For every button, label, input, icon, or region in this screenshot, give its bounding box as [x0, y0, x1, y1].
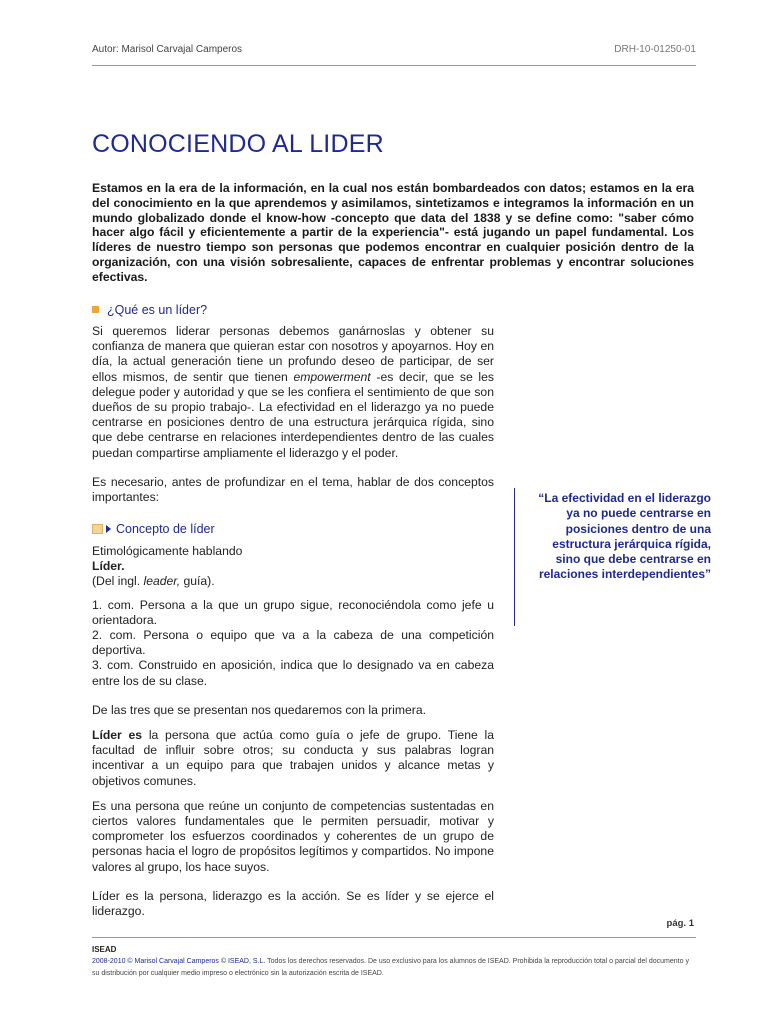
- page-number: pág. 1: [666, 918, 694, 929]
- paragraph-confianza: [92, 324, 494, 461]
- pull-quote: [514, 488, 711, 626]
- paragraph-tres: De las tres que se presentan nos quedaremos con la primera.: [92, 702, 426, 717]
- definition-word: Líder.: [92, 559, 125, 574]
- footer-org: ISEAD: [92, 945, 117, 954]
- origin-line: [92, 574, 494, 589]
- author-label: Autor: Marisol Carvajal Camperos: [92, 44, 243, 55]
- paragraph-text: Si queremos liderar personas debemos ganárnoslas y obtener su confianza de manera que quieran estar con nosotros y apoyarnos. Hoy en día, la actual generación tiene un profundo deseo de participar, de ser ellos mismos, de sentir que tienen: [92, 324, 494, 384]
- etymology-line: Etimológicamente hablando: [92, 544, 243, 558]
- arrow-right-icon: [106, 525, 111, 533]
- document-code: DRH-10-01250-01: [614, 44, 696, 55]
- bold-lider-es: Líder es: [92, 728, 143, 743]
- emphasis-empowerment: empowerment: [293, 369, 371, 384]
- origin-text: (Del ingl.: [92, 574, 144, 589]
- section-heading-text: ¿Qué es un líder?: [107, 303, 208, 317]
- footer-rights: Todos los derechos reservados. De uso exclusivo para los alumnos de ISEAD. Prohibida la reproducción total o parcial del documento y su distribución por cualquier medio impreso o electrónico sin la autorización escrita de ISEAD.: [92, 958, 689, 977]
- square-bullet-icon: [92, 306, 99, 313]
- paragraph-final: Líder es la persona, liderazgo es la acción. Se es líder y se ejerce el liderazgo.: [92, 888, 494, 919]
- paragraph-persona: Es una persona que reúne un conjunto de competencias sustentadas en ciertos valores fundamentales que le permiten persuadir, motivar y comprometer los esfuerzos coordinados y coherentes de un grupo de personas hacia el logro de propósitos legítimos y compartidos. No impone valores al grupo, los hace suyos.: [92, 798, 494, 874]
- paragraph-lider-es: [92, 728, 494, 789]
- section1-body: [92, 324, 494, 505]
- subsection-heading-concepto: [92, 522, 215, 536]
- definition-3: 3. com. Construido en aposición, indica que lo designado va en cabeza entre los de su clase.: [92, 658, 494, 688]
- box-bullet-icon: [92, 524, 103, 534]
- paragraph-conceptos: Es necesario, antes de profundizar en el tema, hablar de dos conceptos importantes:: [92, 474, 494, 505]
- section-heading-que-es-un-lider: [92, 303, 207, 317]
- pull-quote-text: “La efectividad en el liderazgo ya no puede centrarse en posiciones dentro de una estructura jerárquica rígida, sino que debe centrarse en relaciones interdependientes”: [538, 491, 711, 582]
- footer-divider: [92, 937, 696, 938]
- footer-copyright: 2008-2010 © Marisol Carvajal Camperos © ISEAD, S.L.: [92, 958, 266, 965]
- section2-body: [92, 544, 494, 919]
- paragraph-text: la persona que actúa como guía o jefe de grupo. Tiene la facultad de influir sobre otros; su conducta y sus palabras logran incentivar a un equipo para que trabajen unidos y alcance metas y objetivos comunes.: [92, 728, 494, 788]
- definition-1: 1. com. Persona a la que un grupo sigue, reconociéndola como jefe u orientadora.: [92, 597, 494, 627]
- origin-text: guía).: [180, 574, 215, 589]
- emphasis-leader: leader,: [143, 574, 181, 589]
- page-title: CONOCIENDO AL LIDER: [92, 130, 384, 158]
- paragraph-text: -es decir, que se les delegue poder y autoridad y que se les confiera el sentimiento de que son dueños de su propio trabajo-. La efectividad en el liderazgo ya no puede centrarse en posiciones dentro de una estructura jerárquica rígida, sino que debe centrarse en relaciones interdependientes dentro de las cuales puedan compartirse ampliamente el liderazgo y el poder.: [92, 369, 494, 460]
- subsection-heading-text: Concepto de líder: [116, 522, 215, 536]
- page-header: [92, 44, 696, 60]
- footer-legal: [92, 956, 696, 979]
- intro-paragraph: Estamos en la era de la información, en la cual nos están bombardeados con datos; estamos en la era del conocimiento en la que aprendemos y asimilamos, sintetizamos e integramos la información en un mundo globalizado donde el know-how -concepto que data del 1838 y se define como: "saber cómo hacer algo fácil y eficientemente a partir de la experiencia"- está jugando un papel fundamental. Los líderes de nuestro tiempo son personas que podemos encontrar en cualquier posición dentro de la organización, con una visión sobresaliente, capaces de enfrentar problemas y encontrar soluciones efectivas.: [92, 181, 694, 284]
- definition-2: 2. com. Persona o equipo que va a la cabeza de una competición deportiva.: [92, 628, 494, 658]
- header-divider: [92, 65, 696, 66]
